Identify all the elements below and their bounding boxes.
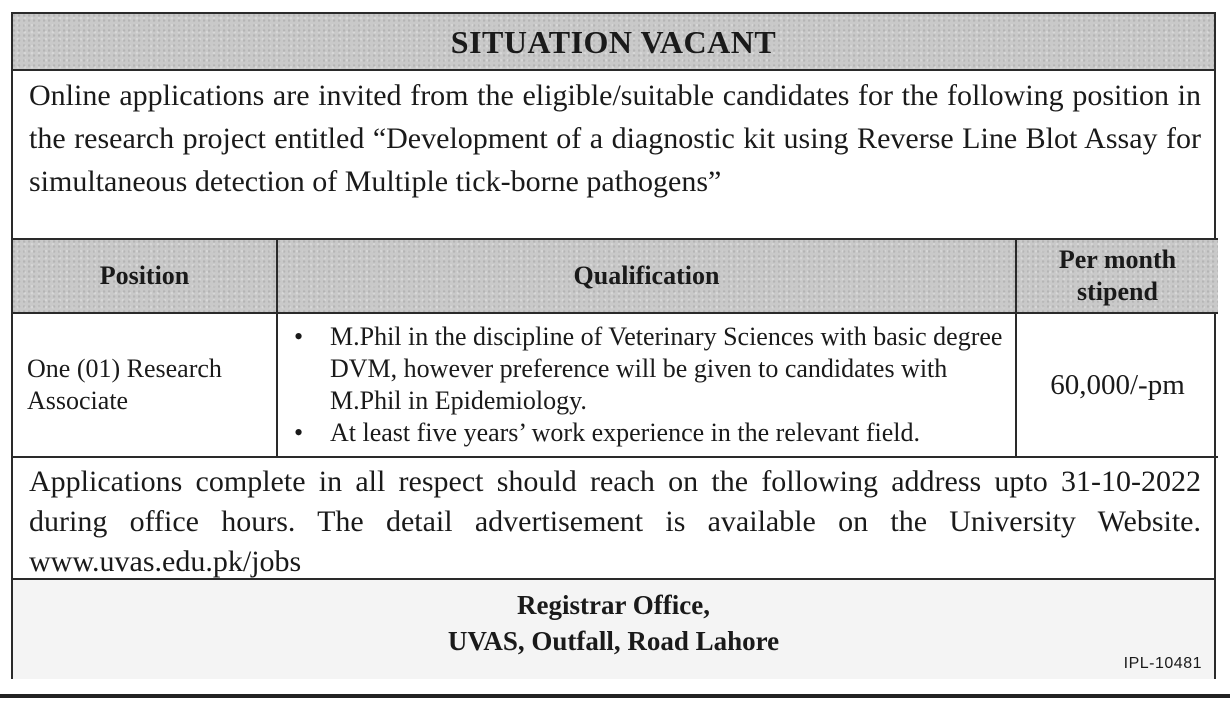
advertisement bbox=[11, 12, 1216, 679]
table-header-row bbox=[13, 239, 1218, 313]
header-qualification: Qualification bbox=[277, 239, 1016, 313]
address-block bbox=[13, 578, 1214, 679]
header-stipend: Per month stipend bbox=[1016, 239, 1218, 313]
qualification-item: • M.Phil in the discipline of Veterinary Sciences with basic degree DVM, however preference will be given to candidates with M.Phil in Epidemiology. bbox=[330, 321, 1015, 417]
address-line-2: UVAS, Outfall, Road Lahore bbox=[447, 626, 780, 656]
address-line-1: Registrar Office, bbox=[517, 590, 710, 620]
bottom-rule bbox=[0, 694, 1230, 698]
table-row bbox=[13, 313, 1218, 457]
closing-paragraph: Applications complete in all respect should reach on the following address upto 31-10-2022 during office hours. The detail advertisement is available on the University Website. www.uvas.edu.pk/jobs bbox=[29, 465, 1201, 578]
qualification-cell bbox=[277, 313, 1016, 457]
position-cell: One (01) Research Associate bbox=[13, 313, 277, 457]
ad-code: IPL-10481 bbox=[1123, 655, 1202, 672]
intro-paragraph: Online applications are invited from the eligible/suitable candidates for the following position in the research project entitled “Development of a diagnostic kit using Reverse Line Blot Assay for simultaneous detection of Multiple tick-borne pathogens” bbox=[29, 79, 1201, 198]
ad-title: SITUATION VACANT bbox=[450, 24, 777, 60]
stipend-cell: 60,000/-pm bbox=[1016, 313, 1218, 457]
title-band bbox=[13, 14, 1214, 71]
header-position: Position bbox=[13, 239, 277, 313]
qualification-list bbox=[278, 321, 1015, 449]
qualification-item: • At least five years’ work experience in the relevant field. bbox=[330, 417, 1015, 449]
vacancy-table bbox=[13, 238, 1218, 458]
